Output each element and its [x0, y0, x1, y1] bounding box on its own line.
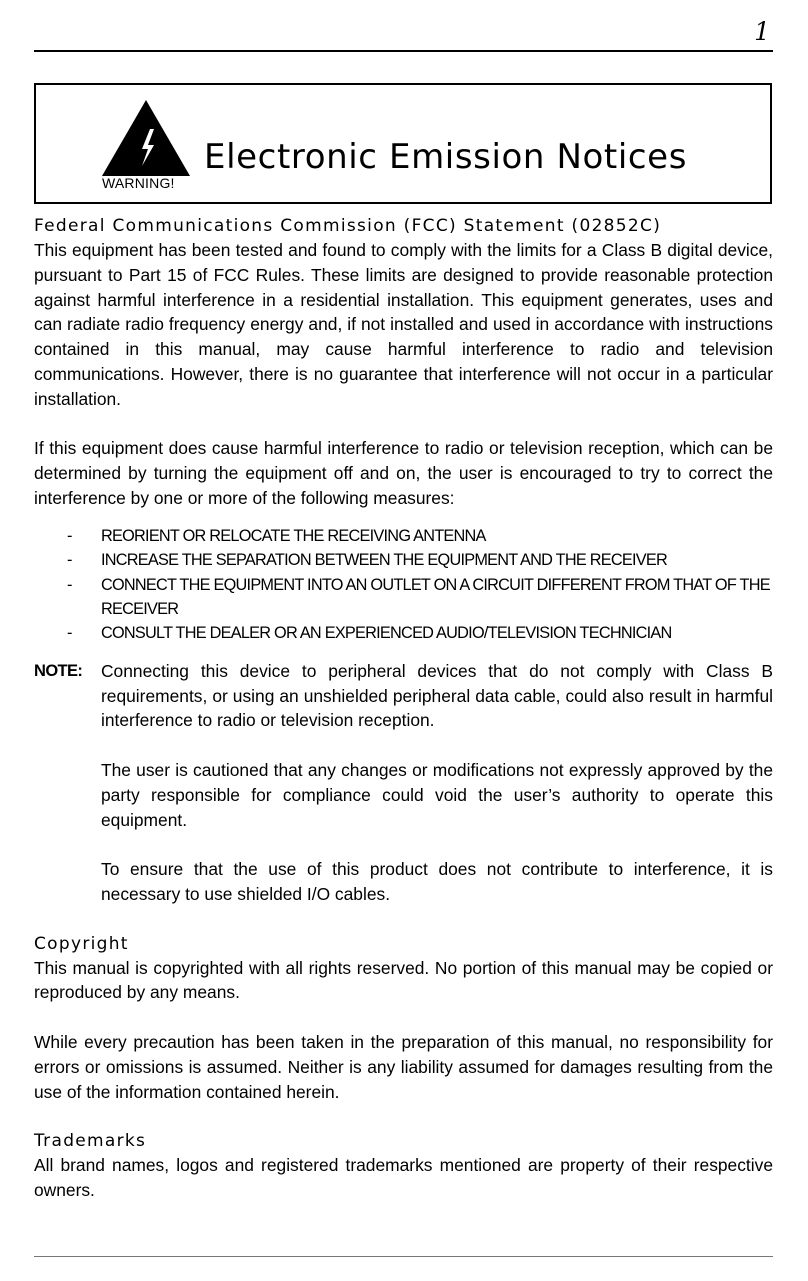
bottom-rule: [34, 1256, 773, 1257]
list-item: [34, 621, 773, 645]
lightning-warning-triangle-icon: [101, 99, 191, 177]
list-item: [34, 524, 773, 548]
page-number: 1: [754, 17, 770, 46]
fcc-paragraph-1: This equipment has been tested and found to comply with the limits for a Class B digital device, pursuant to Part 15 of FCC Rules. These limits are designed to provide reasonable protection against harmful interference in a residential installation. This equipment generates, uses and can radiate radio frequency energy and, if not installed and used in accordance with instructions contained in this manual, may cause harmful interference to radio and television communications. However, there is no guarantee that interference will not occur in a particular installation.: [34, 240, 773, 409]
dash-bullet: -: [67, 551, 72, 570]
page-title: Electronic Emission Notices: [204, 137, 688, 177]
document-body: [34, 214, 773, 1203]
measure-text: CONNECT THE EQUIPMENT INTO AN OUTLET ON A CIRCUIT DIFFERENT FROM THAT OF THE RECEIVER: [101, 575, 770, 618]
top-rule: [34, 50, 773, 52]
copyright-paragraph-1: This manual is copyrighted with all rights reserved. No portion of this manual may be copied or reproduced by any means.: [34, 957, 773, 1003]
note-paragraph-2: The user is cautioned that any changes or modifications not expressly approved by the party responsible for compliance could void the user’s authority to operate this equipment.: [101, 759, 773, 830]
dash-bullet: -: [67, 624, 72, 643]
note-block: [34, 659, 773, 907]
measure-text: REORIENT OR RELOCATE THE RECEIVING ANTENNA: [101, 526, 486, 545]
fcc-paragraph-2: If this equipment does cause harmful interference to radio or television reception, which can be determined by turning the equipment off and on, the user is encouraged to try to correct the interference by one or more of the following measures:: [34, 438, 773, 508]
note-label: NOTE:: [34, 661, 83, 680]
measure-text: CONSULT THE DEALER OR AN EXPERIENCED AUDIO/TELEVISION TECHNICIAN: [101, 624, 672, 643]
note-paragraph-3: To ensure that the use of this product does not contribute to interference, it is necessary to use shielded I/O cables.: [101, 859, 773, 904]
fcc-heading: Federal Communications Commission (FCC) Statement (02852C): [34, 216, 662, 236]
dash-bullet: -: [67, 575, 72, 594]
note-paragraph-1: Connecting this device to peripheral devices that do not comply with Class B requirements, or using an unshielded peripheral data cable, could also result in harmful interference to radio or television reception.: [101, 660, 773, 731]
copyright-heading: Copyright: [34, 933, 129, 954]
copyright-paragraph-2: While every precaution has been taken in the preparation of this manual, no responsibility for errors or omissions is assumed. Neither is any liability assumed for damages resulting from the use of the information contained herein.: [34, 1031, 773, 1102]
measure-text: INCREASE THE SEPARATION BETWEEN THE EQUIPMENT AND THE RECEIVER: [101, 551, 667, 570]
list-item: [34, 548, 773, 572]
list-item: [34, 573, 773, 622]
dash-bullet: -: [67, 526, 72, 545]
measures-list: [34, 524, 773, 646]
trademarks-heading: Trademarks: [34, 1131, 147, 1152]
warning-label: WARNING!: [102, 175, 175, 191]
trademarks-paragraph-1: All brand names, logos and registered trademarks mentioned are property of their respective owners.: [34, 1155, 773, 1200]
title-box: [34, 83, 772, 204]
